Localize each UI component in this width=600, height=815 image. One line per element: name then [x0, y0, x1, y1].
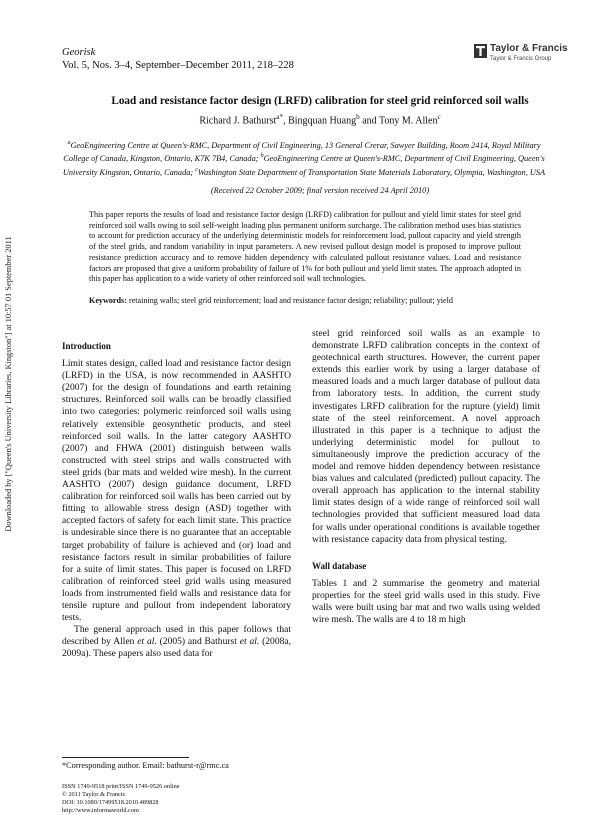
- copyright: © 2011 Taylor & Francis: [62, 791, 126, 798]
- keywords: [89, 296, 521, 307]
- abstract: This paper reports the results of load and resistance factor design (LRFD) calibration for pullout and yield limit states for steel grid reinforced soil walls owing to soil self-weight loading plus permanent uniform surcharge. The calibration method uses bias statistics to account for prediction accuracy of the underlying deterministic models for reinforcement load, pullout capacity and yield strength of the steel grids, and random variability in input parameters. A new revised pullout design model is proposed to improve pullout resistance prediction accuracy and to remove hidden dependency with calculated pullout resistance values. Load and resistance factors are proposed that give a uniform probability of failure of 1% for both pullout and yield limit states. The approach adopted in this paper has application to a wide variety of other reinforced soil wall technologies.: [89, 210, 521, 284]
- keywords-text: retaining walls; steel grid reinforcement; load and resistance factor design; reliability; pullout; yield: [128, 296, 453, 305]
- intro-paragraph-2: The general approach used in this paper follows that described by Allen et al. (2005) and Bathurst et al. (2008a, 2009a). These papers also used data for: [62, 624, 291, 660]
- publisher-logo[interactable]: [474, 42, 568, 70]
- affiliations: $^a$GeoEngineering Centre at Queen's-RMC, Department of Civil Engineering, 13 General Crerar, Sawyer Building, Room 2414, Royal Military College of Canada, Kingston, Ontario, K7K 7B4, Canada; $^b$GeoEngineering Centre at Queen's-RMC, Department of Civil Engineering, Queen's University Kingston, Ontario, Canada; $^c$Washington State Department of Transportation State Materials Laboratory, Olympia, Washington, USA: [62, 140, 546, 177]
- journal-name: Georisk: [62, 47, 96, 58]
- publisher-logo-icon: [474, 44, 487, 58]
- publisher-brand: Taylor & Francis: [490, 43, 568, 54]
- keywords-label: Keywords:: [89, 296, 127, 305]
- paper-title: Load and resistance factor design (LRFD) calibration for steel grid reinforced soil walls: [111, 95, 529, 107]
- journal-header: [62, 46, 294, 72]
- intro-paragraph-1: Limit states design, called load and resistance factor design (LRFD) in the USA, is now recommended in AASHTO (2007) for the design of foundations and earth retaining structures. Reinforced soil walls can be broadly classified into two categories: polymeric reinforced soil walls using relatively extensible geosynthetic products, and steel reinforced soil walls. In the latter category AASHTO (2007) and FHWA (2001) distinguish between walls constructed with steel strips and walls constructed with steel grids (bar mats and welded wire mesh). In the current AASHTO (2007) design guidance document, LRFD calibration for reinforced soil walls has been carried out by fitting to allowable stress design (ASD) together with accepted factors of safety for each limit state. This practice is undesirable since there is no guarantee that an acceptable target probability of failure is achieved and (or) load and resistance factors result in similar probabilities of failure for a suite of limit states. This paper is focused on LRFD calibration of reinforced steel grid walls using measured loads from instrumented field walls and resistance data for tensile rupture and pullout from independent laboratory tests.: [62, 358, 291, 624]
- download-watermark: Downloaded by ["Queen's University Libraries, Kingston"] at 10:57 01 September 2011: [4, 236, 13, 532]
- journal-url[interactable]: http://www.informaworld.com: [62, 807, 139, 814]
- intro-heading: Introduction: [62, 341, 111, 351]
- publisher-subtitle: Taylor & Francis Group: [490, 56, 552, 62]
- wall-database-heading: Wall database: [312, 560, 367, 571]
- right-column: [312, 328, 540, 626]
- intro-paragraph-continued: steel grid reinforced soil walls as an example to demonstrate LRFD calibration concepts in the context of geotechnical earth structures. However, the current paper extends this earlier work by using a larger database of measured loads and a much larger database of pullout data from laboratory tests. In addition, the current study investigates LRFD calibration for the rupture (yield) limit state of the steel reinforcement. A novel approach illustrated in this paper is a technique to adjust the underlying deterministic model for pullout to simultaneously improve the prediction accuracy of the model and remove hidden dependency between resistance bias values and calculated (predicted) pullout capacity. The overall approach has application to the internal stability limit states design of a wide range of reinforced soil wall technologies provided that sufficient measured load data for walls under operational conditions is available together with resistance capacity data from physical testing.: [312, 328, 540, 545]
- author-list: Richard J. Bathurst$^{a*}$, Bingquan Huang$^b$ and Tony M. Allen$^c$: [199, 113, 441, 127]
- publication-metadata: [62, 783, 180, 815]
- doi: DOI: 10.1080/17499518.2010.489828: [62, 799, 159, 806]
- left-column: [62, 340, 291, 660]
- journal-volume-line: Vol. 5, Nos. 3–4, September–December 2011, 218–228: [62, 60, 294, 71]
- received-dates: (Received 22 October 2009; final version received 24 April 2010): [210, 186, 430, 195]
- wall-database-paragraph: Tables 1 and 2 summarise the geometry and material properties for the steel grid walls used in this study. Five walls were built using bar mat and two walls using welded wire mesh. The walls are 4 to 18 m high: [312, 577, 540, 626]
- issn: ISSN 1749-9518 print/ISSN 1749-9526 online: [62, 783, 180, 790]
- corresponding-author-footnote: *Corresponding author. Email: bathurst-r@rmc.ca: [62, 761, 229, 770]
- footnote-rule: [62, 757, 189, 758]
